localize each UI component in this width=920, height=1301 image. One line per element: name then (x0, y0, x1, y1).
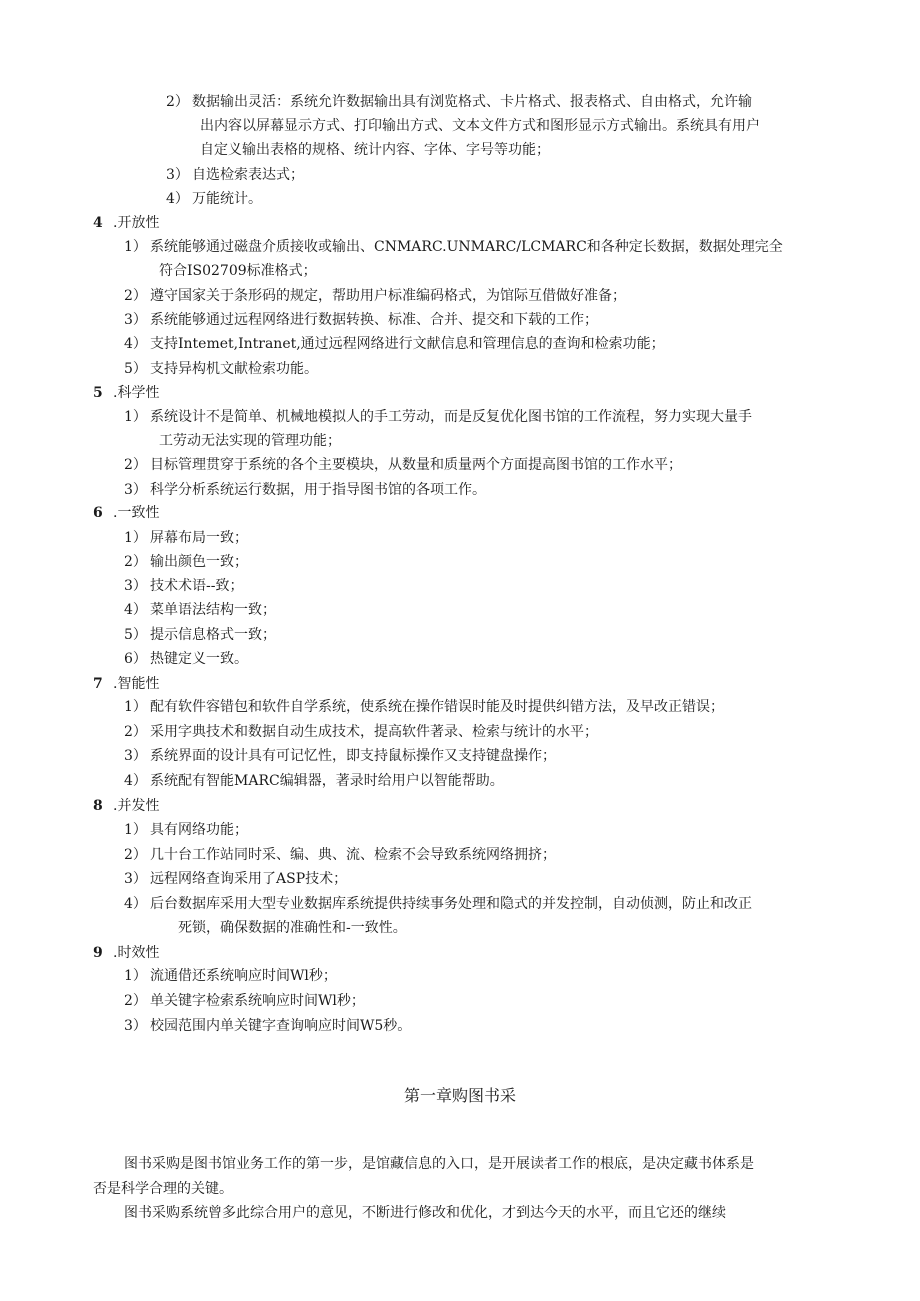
list-item-number: 2） (124, 993, 147, 1009)
section-title: .科学性 (113, 385, 160, 401)
list-item-text: 自定义输出表格的规格、统计内容、字体、字号等功能； (200, 142, 550, 158)
list-item-text: 系统设计不是简单、机械地模拟人的手工劳动，而是反复优化图书馆的工作流程，努力实现大量手 (150, 409, 752, 425)
list-item-number: 1） (124, 699, 147, 715)
section-title: .时效性 (113, 945, 160, 961)
list-item-number: 1） (124, 968, 147, 984)
list-item-number: 3） (124, 578, 147, 594)
list-item-number: 5） (124, 361, 147, 377)
list-item-text: 远程网络查询采用了ASP技术； (150, 871, 348, 887)
list-item-text: 符合IS02709标准格式； (159, 263, 317, 279)
list-item-text: 具有网络功能； (150, 822, 248, 838)
section-number: 7 (93, 676, 103, 692)
section-title: .智能性 (113, 676, 160, 692)
list-item-text: 屏幕布局一致； (150, 530, 248, 546)
chapter-title: 第一章购图书采 (403, 1086, 516, 1105)
list-item-number: 1） (124, 530, 147, 546)
list-item-text: 数据输出灵活：系统允许数据输出具有浏览格式、卡片格式、报表格式、自由格式，允许输 (192, 94, 752, 110)
section-number: 8 (93, 798, 103, 814)
list-item-text: 工劳动无法实现的管理功能； (159, 433, 341, 449)
list-item-number: 4） (124, 336, 147, 352)
section-title: .开放性 (113, 215, 160, 231)
list-item-number: 4） (124, 896, 147, 912)
list-item-number: 3） (166, 167, 189, 183)
section-number: 4 (93, 215, 103, 231)
list-item-number: 2） (124, 847, 147, 863)
list-item-text: 系统界面的设计具有可记忆性，即支持鼠标操作又支持键盘操作； (150, 748, 556, 764)
list-item-text: 支持Intemet,Intranet,通过远程网络进行文献信息和管理信息的查询和检索功能； (150, 336, 665, 352)
list-item-text: 出内容以屏幕显示方式、打印输出方式、文本文件方式和图形显示方式输出。系统具有用户 (200, 118, 760, 134)
list-item-number: 1） (124, 239, 147, 255)
list-item-number: 3） (124, 312, 147, 328)
list-item-text: 系统能够通过磁盘介质接收或输出、CNMARC.UNMARC/LCMARC和各种定长数据，数据处理完全 (150, 239, 783, 255)
section-title: .一致性 (113, 505, 160, 521)
list-item-number: 3） (124, 1018, 147, 1034)
list-item-number: 3） (124, 482, 147, 498)
list-item-text: 配有软件容错包和软件自学系统，使系统在操作错误时能及时提供纠错方法，及早改正错误； (150, 699, 724, 715)
list-item-text: 几十台工作站同时采、编、典、流、检索不会导致系统网络拥挤； (150, 847, 556, 863)
list-item-text: 系统配有智能MARC编辑器，著录时给用户以智能帮助。 (150, 773, 504, 789)
list-item-number: 2） (124, 554, 147, 570)
list-item-number: 2） (124, 457, 147, 473)
list-item-text: 热键定义一致。 (150, 651, 248, 667)
list-item-number: 3） (124, 748, 147, 764)
list-item-text: 单关键字检索系统响应时间Wl秒； (150, 993, 365, 1009)
list-item-text: 目标管理贯穿于系统的各个主要模块，从数量和质量两个方面提高图书馆的工作水平； (150, 457, 682, 473)
list-item-text: 死锁，确保数据的准确性和-一致性。 (178, 920, 407, 936)
list-item-text: 科学分析系统运行数据，用于指导图书馆的各项工作。 (150, 482, 486, 498)
paragraph-line: 否是科学合理的关键。 (93, 1181, 233, 1197)
paragraph-line: 图书采购系统曾多此综合用户的意见，不断进行修改和优化，才到达今天的水平，而且它还的继续 (124, 1205, 726, 1221)
list-item-text: 流通借还系统响应时间Wl秒； (150, 968, 337, 984)
list-item-number: 1） (124, 822, 147, 838)
section-number: 5 (93, 385, 103, 401)
section-title: .并发性 (113, 798, 160, 814)
list-item-text: 菜单语法结构一致； (150, 602, 276, 618)
section-number: 9 (93, 945, 103, 961)
list-item-text: 校园范围内单关键字查询响应时间W5秒。 (150, 1018, 412, 1034)
list-item-text: 万能统计。 (192, 191, 262, 207)
list-item-number: 1） (124, 409, 147, 425)
list-item-text: 自选检索表达式； (192, 167, 304, 183)
list-item-number: 2） (124, 724, 147, 740)
list-item-text: 系统能够通过远程网络进行数据转换、标准、合并、提交和下载的工作； (150, 312, 598, 328)
list-item-number: 4） (124, 602, 147, 618)
list-item-number: 3） (124, 871, 147, 887)
list-item-number: 4） (166, 191, 189, 207)
list-item-text: 技术术语--致； (150, 578, 244, 594)
list-item-number: 4） (124, 773, 147, 789)
list-item-text: 支持异构机文献检索功能。 (150, 361, 318, 377)
list-item-text: 遵守国家关于条形码的规定，帮助用户标准编码格式，为馆际互借做好准备； (150, 288, 626, 304)
section-number: 6 (93, 505, 103, 521)
list-item-text: 提示信息格式一致； (150, 627, 276, 643)
list-item-text: 输出颜色一致； (150, 554, 248, 570)
paragraph-line: 图书采购是图书馆业务工作的第一步，是馆藏信息的入口，是开展读者工作的根底，是决定藏书体系是 (124, 1156, 754, 1172)
list-item-text: 采用字典技术和数据自动生成技术，提高软件著录、检索与统计的水平； (150, 724, 598, 740)
list-item-number: 2） (124, 288, 147, 304)
list-item-number: 5） (124, 627, 147, 643)
list-item-number: 6） (124, 651, 147, 667)
list-item-number: 2） (166, 94, 189, 110)
list-item-text: 后台数据库采用大型专业数据库系统提供持续事务处理和隐式的并发控制，自动侦测，防止和改正 (150, 896, 752, 912)
